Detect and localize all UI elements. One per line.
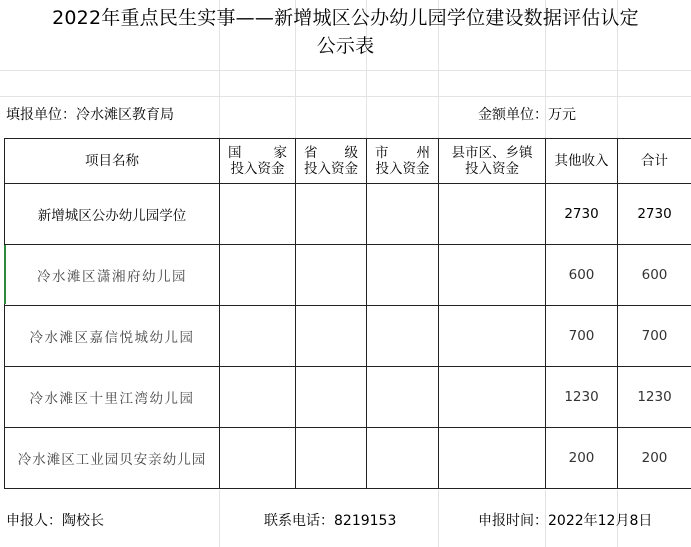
header-label: 其他收入 bbox=[554, 153, 609, 169]
cell-total[interactable]: 2730 bbox=[618, 184, 691, 245]
title-line-2: 公示表 bbox=[316, 35, 375, 57]
header-sublabel: 投入资金 bbox=[375, 161, 430, 177]
header-label: 项目名称 bbox=[85, 153, 139, 169]
cell-project-name[interactable]: 冷水滩区嘉信悦城幼儿园 bbox=[5, 306, 220, 367]
cell-national[interactable] bbox=[220, 245, 296, 306]
table-row bbox=[5, 367, 691, 428]
cell-provincial[interactable] bbox=[296, 306, 367, 367]
cell-other-income[interactable]: 700 bbox=[546, 306, 618, 367]
header-label: 市 州 bbox=[375, 145, 430, 161]
cell-city[interactable] bbox=[367, 306, 439, 367]
table-row bbox=[5, 428, 691, 489]
header-city-funds[interactable] bbox=[367, 139, 439, 184]
cell-provincial[interactable] bbox=[296, 367, 367, 428]
gridline bbox=[219, 490, 220, 547]
cell-national[interactable] bbox=[220, 306, 296, 367]
cell-city[interactable] bbox=[367, 428, 439, 489]
header-label: 县市区、乡镇 bbox=[451, 145, 533, 161]
header-label: 合计 bbox=[641, 153, 668, 169]
document-title[interactable] bbox=[0, 4, 691, 60]
header-label: 省 级 bbox=[304, 145, 358, 161]
data-table bbox=[4, 138, 691, 489]
cell-provincial[interactable] bbox=[296, 184, 367, 245]
cell-national[interactable] bbox=[220, 428, 296, 489]
header-sublabel: 投入资金 bbox=[304, 161, 358, 177]
cell-city[interactable] bbox=[367, 245, 439, 306]
table-header-row bbox=[5, 139, 691, 184]
header-other-income[interactable] bbox=[546, 139, 618, 184]
cell-city[interactable] bbox=[367, 184, 439, 245]
gridline bbox=[0, 70, 691, 71]
table-row bbox=[5, 184, 691, 245]
cell-provincial[interactable] bbox=[296, 428, 367, 489]
cell-project-name[interactable]: 新增城区公办幼儿园学位 bbox=[5, 184, 220, 245]
header-total[interactable] bbox=[618, 139, 691, 184]
title-line-1: 2022年重点民生实事——新增城区公办幼儿园学位建设数据评估认定 bbox=[52, 7, 639, 29]
reporter-label[interactable]: 申报人：陶校长 bbox=[6, 513, 104, 529]
fill-unit-label[interactable]: 填报单位：冷水滩区教育局 bbox=[6, 107, 174, 123]
header-sublabel: 投入资金 bbox=[230, 161, 285, 177]
cell-other-income[interactable]: 2730 bbox=[546, 184, 618, 245]
table-row bbox=[5, 245, 691, 306]
phone-label[interactable]: 联系电话：8219153 bbox=[264, 513, 397, 529]
table-row bbox=[5, 306, 691, 367]
cell-selection-marker bbox=[4, 245, 6, 304]
cell-city[interactable] bbox=[367, 367, 439, 428]
header-provincial-funds[interactable] bbox=[296, 139, 367, 184]
cell-other-income[interactable]: 600 bbox=[546, 245, 618, 306]
cell-total[interactable]: 700 bbox=[618, 306, 691, 367]
cell-national[interactable] bbox=[220, 184, 296, 245]
cell-project-name[interactable]: 冷水滩区工业园贝安亲幼儿园 bbox=[5, 428, 220, 489]
gridline bbox=[0, 96, 691, 97]
cell-other-income[interactable]: 1230 bbox=[546, 367, 618, 428]
amount-unit-label[interactable]: 金额单位：万元 bbox=[478, 107, 576, 123]
header-national-funds[interactable] bbox=[220, 139, 296, 184]
cell-project-name[interactable]: 冷水滩区十里江湾幼儿园 bbox=[5, 367, 220, 428]
header-project-name[interactable] bbox=[5, 139, 220, 184]
cell-county[interactable] bbox=[439, 306, 546, 367]
cell-county[interactable] bbox=[439, 245, 546, 306]
cell-total[interactable]: 600 bbox=[618, 245, 691, 306]
cell-other-income[interactable]: 200 bbox=[546, 428, 618, 489]
cell-national[interactable] bbox=[220, 367, 296, 428]
gridline bbox=[438, 490, 439, 547]
cell-county[interactable] bbox=[439, 184, 546, 245]
cell-county[interactable] bbox=[439, 428, 546, 489]
date-label[interactable]: 申报时间：2022年12月8日 bbox=[478, 513, 653, 529]
cell-project-name[interactable]: 冷水滩区潇湘府幼儿园 bbox=[5, 245, 220, 306]
cell-total[interactable]: 200 bbox=[618, 428, 691, 489]
cell-county[interactable] bbox=[439, 367, 546, 428]
header-label: 国 家 bbox=[228, 145, 287, 161]
cell-total[interactable]: 1230 bbox=[618, 367, 691, 428]
header-sublabel: 投入资金 bbox=[465, 161, 519, 177]
cell-provincial[interactable] bbox=[296, 245, 367, 306]
header-county-funds[interactable] bbox=[439, 139, 546, 184]
